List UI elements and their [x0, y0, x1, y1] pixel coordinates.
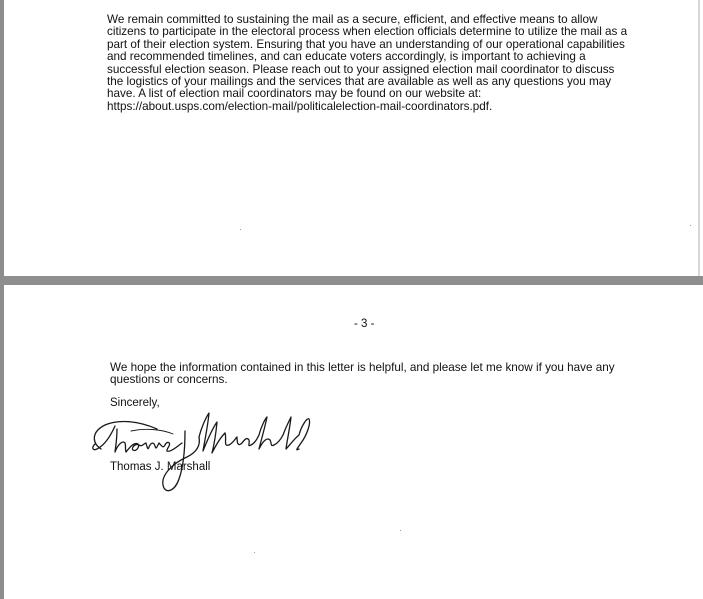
closing-paragraph [110, 362, 630, 387]
paragraph-line: the logistics of your mailings and the services that are available as well as any questions you may [107, 75, 612, 89]
page-3-top-section [4, 285, 698, 599]
body-paragraph-election-mail [107, 13, 628, 113]
signer-name: Thomas J. Marshall [110, 461, 211, 473]
page-separator [0, 276, 703, 285]
coordinators-url: https://about.usps.com/election-mail/politicalelection-mail-coordinators.pdf. [107, 99, 493, 113]
page-right-edge [698, 0, 700, 276]
page-number: - 3 - [354, 318, 375, 330]
scan-speck [400, 530, 401, 531]
scan-speck [690, 225, 691, 226]
salutation: Sincerely, [110, 397, 160, 409]
scan-speck [254, 552, 255, 553]
paragraph-line: We hope the information contained in this letter is helpful, and please let me know if you have any [110, 361, 615, 374]
scan-speck [240, 229, 241, 230]
paragraph-line: have. A list of election mail coordinators may be found on our website at: [107, 87, 482, 101]
paragraph-line: questions or concerns. [110, 373, 228, 387]
paragraph-line: and recommended timelines, and can educate voters accordingly, is important to achieving a [107, 50, 586, 64]
page-2-bottom-section [4, 0, 698, 276]
paragraph-line: successful election season. Please reach out to your assigned election mail coordinator to discuss [107, 62, 615, 76]
paragraph-line: We remain committed to sustaining the mail as a secure, efficient, and effective means to allow [107, 13, 598, 26]
paragraph-line: part of their election system. Ensuring that you have an understanding of our operational capabilities [107, 37, 625, 51]
signature-image [87, 407, 327, 502]
paragraph-line: citizens to participate in the electoral process when election officials determine to utilize the mail as a [107, 25, 628, 39]
